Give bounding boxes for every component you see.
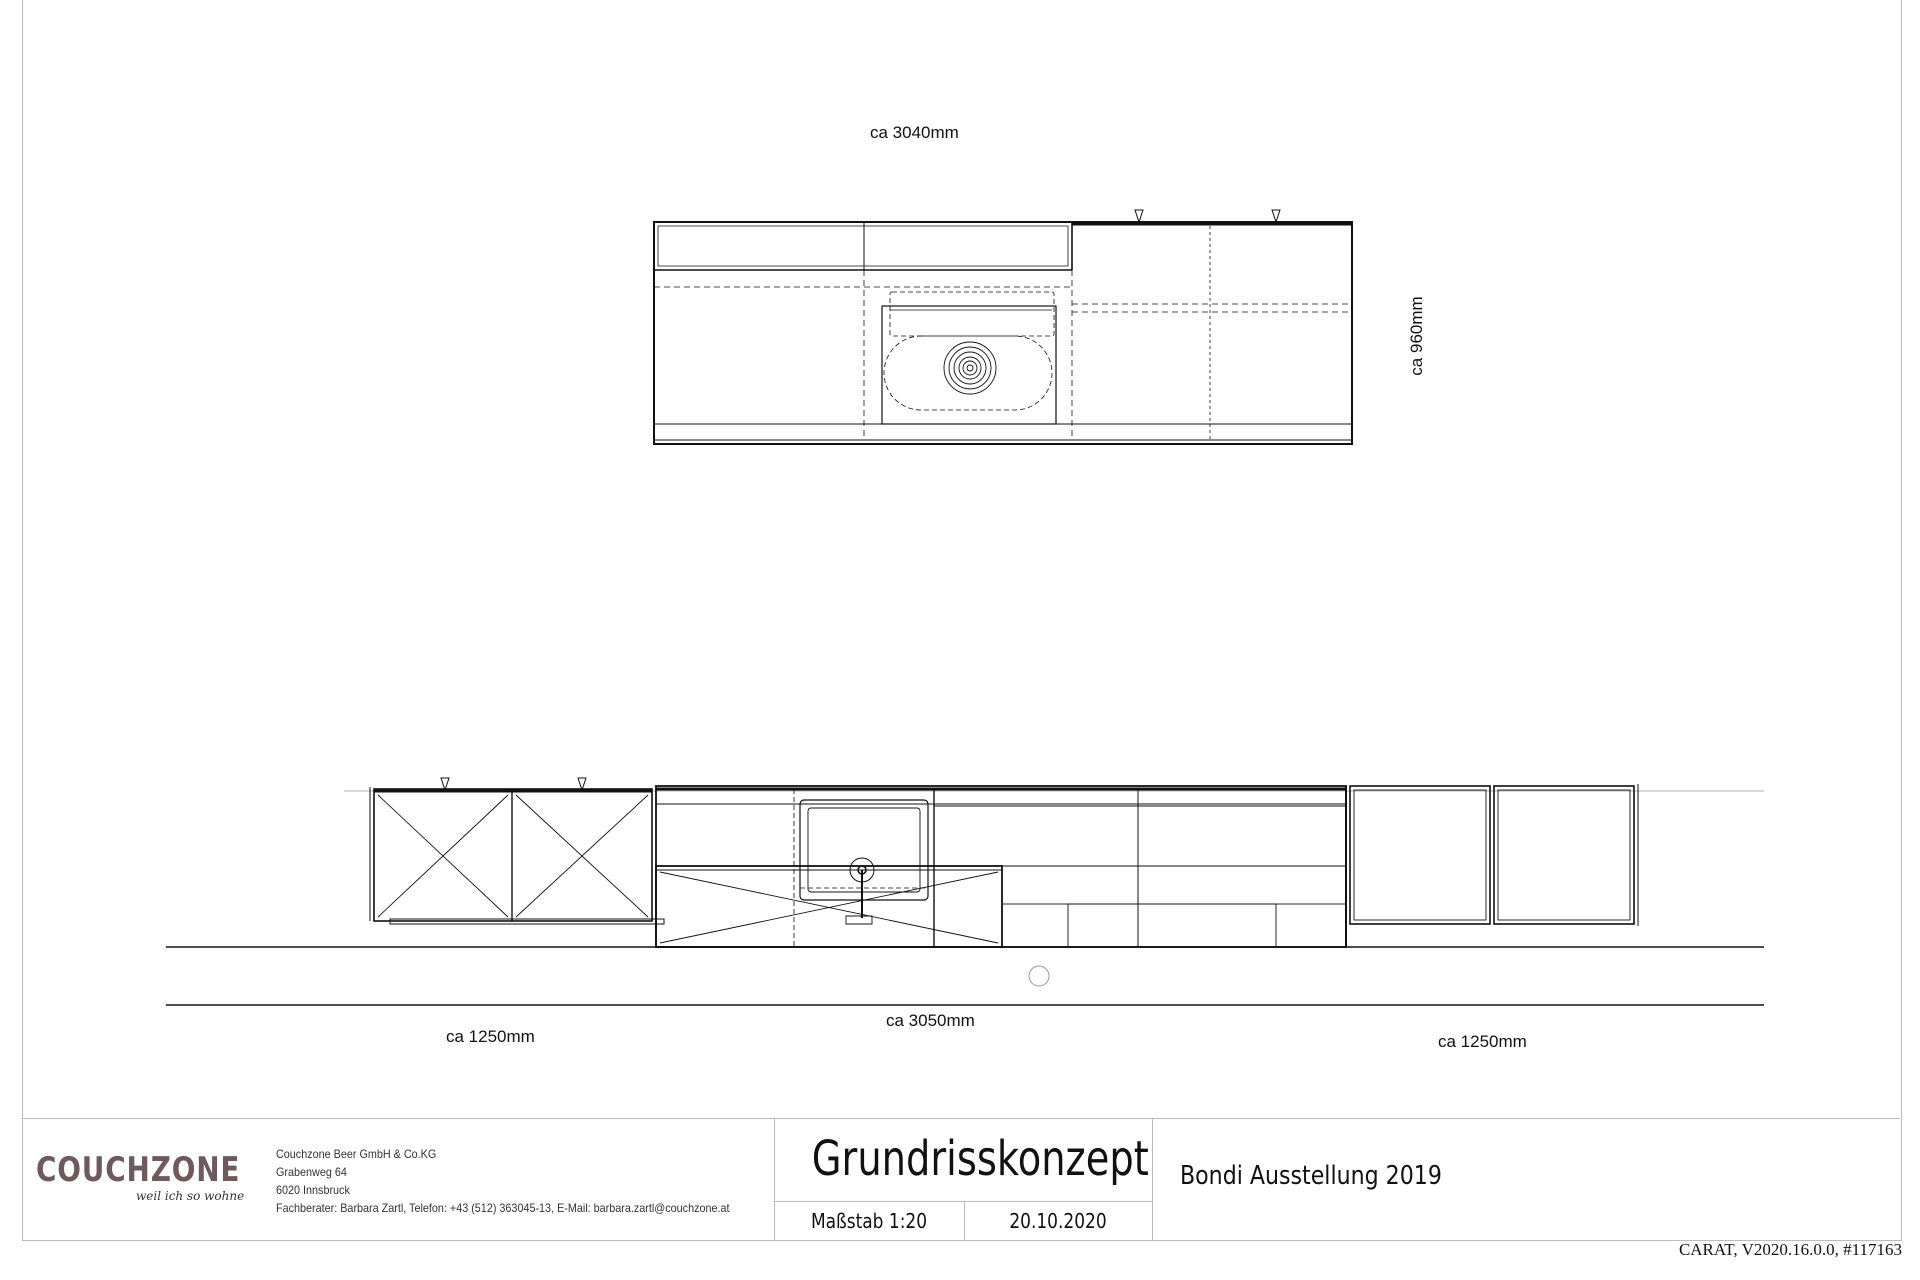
company-logo <box>36 1150 285 1203</box>
right-wall-cabinets <box>1350 784 1638 926</box>
logo-tagline: weil ich so wohne <box>136 1189 245 1203</box>
drawing-date: 20.10.2020 <box>1009 1209 1107 1233</box>
plan-view <box>654 210 1352 444</box>
plan-drain <box>944 342 996 394</box>
elevation-sink <box>800 800 928 900</box>
software-stamp: CARAT, V2020.16.0.0, #117163 <box>1678 1240 1902 1259</box>
logo-wordmark: COUCHZONE <box>36 1150 241 1190</box>
elevation-center-dimension: ca 3050mm <box>886 1011 975 1030</box>
title-block-divider <box>1152 1119 1153 1241</box>
plan-width-dimension: ca 3040mm <box>870 123 959 142</box>
elevation-left-dimension: ca 1250mm <box>446 1027 535 1046</box>
company-contact: Fachberater: Barbara Zartl, Telefon: +43 (512) 363045-13, E-Mail: barbara.zartl@couchzone.at <box>276 1201 730 1215</box>
company-street: Grabenweg 64 <box>276 1165 347 1179</box>
left-wall-cabinets <box>370 778 664 924</box>
elevation-right-dimension: ca 1250mm <box>1438 1032 1527 1051</box>
drawing-scale: Maßstab 1:20 <box>810 1209 928 1233</box>
company-info <box>276 1145 730 1217</box>
elevation-view <box>166 778 1764 1005</box>
title-block <box>22 1118 1900 1241</box>
company-name: Couchzone Beer GmbH & Co.KG <box>276 1147 437 1161</box>
plan-depth-dimension: ca 960mm <box>1407 296 1426 376</box>
kitchen-block <box>656 786 1346 947</box>
project-name: Bondi Ausstellung 2019 <box>1180 1161 1442 1191</box>
company-city: 6020 Innsbruck <box>276 1183 350 1197</box>
title-block-divider <box>774 1201 1152 1202</box>
reference-marker <box>1029 966 1049 986</box>
title-block-divider <box>964 1201 965 1241</box>
plan-outline <box>654 222 1352 444</box>
drawing-title: Grundrisskonzept <box>811 1131 1149 1187</box>
title-block-divider <box>774 1119 775 1241</box>
